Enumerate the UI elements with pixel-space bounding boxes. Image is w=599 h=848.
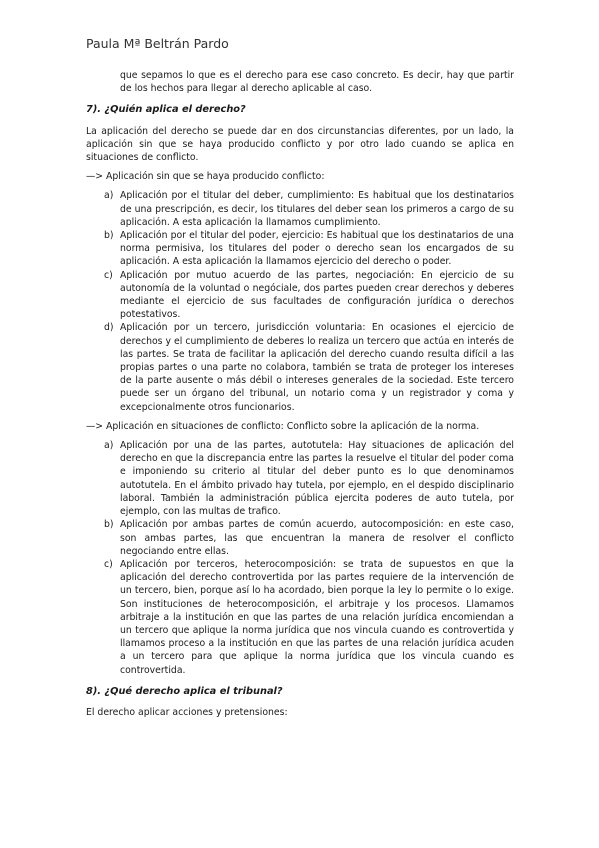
list-item-text: Aplicación por terceros, heterocomposición: se trata de supuestos en que la aplicación del derecho controvertida por las partes requiere de la intervención de un tercero, bien, porque así lo ha acordado, bien porque la ley lo permite o lo exige. Son instituciones de heterocomposición, el arbitraje y los procesos. Llamamos arbitraje a la institución en que las partes de una relación jurídica encomiendan a un tercero que aplique la norma jurídica que nos vincula cuando es controvertida y llamamos proceso a la institución en que las partes de una relación jurídica acuden a un tercero para que aplique la norma jurídica que los vincula cuando es controvertida.	[120, 558, 514, 676]
section-8-heading: 8). ¿Qué derecho aplica el tribunal?	[86, 685, 283, 697]
section-7-heading: 7). ¿Quién aplica el derecho?	[86, 104, 246, 116]
group-1-label: —> Aplicación sin que se haya producido conflicto:	[86, 171, 325, 183]
list-marker: c)	[104, 558, 113, 570]
list-marker: b)	[104, 230, 114, 242]
list-item-text: Aplicación por una de las partes, autotutela: Hay situaciones de aplicación del derecho en que la discrepancia entre las partes la resuelve el titular del poder coma e imponiendo su criterio al titular del deber punto es lo que denominamos autotutela. En el ámbito privado hay tutela, por ejemplo, en el despido disciplinario laboral. También la administración pública ejercita poderes de auto tutela, por ejemplo, con las multas de trafico.	[120, 440, 514, 518]
list-item	[86, 269, 514, 322]
group-2-list	[86, 439, 514, 677]
page-content	[86, 69, 514, 719]
group-2-label: —> Aplicación en situaciones de conflicto: Conflicto sobre la aplicación de la norma.	[86, 420, 480, 432]
list-marker: a)	[104, 190, 114, 202]
continuation-paragraph: que sepamos lo que es el derecho para ese caso concreto. Es decir, hay que partir de los hechos para llegar al derecho aplicable al caso.	[120, 70, 514, 95]
section-7-intro: La aplicación del derecho se puede dar en dos circunstancias diferentes, por un lado, la aplicación sin que se haya producido conflicto y por otro lado cuando se aplica en situaciones de conflicto.	[86, 125, 514, 164]
page-header-author: Paula Mª Beltrán Pardo	[86, 36, 229, 51]
list-item	[86, 558, 514, 677]
list-item	[86, 229, 514, 269]
list-item	[86, 189, 514, 229]
list-marker: b)	[104, 519, 114, 531]
group-1-list	[86, 189, 514, 413]
list-item-text: Aplicación por el titular del deber, cumplimiento: Es habitual que los destinatarios de una prescripción, es decir, los titulares del deber sean los primeros a cargo de su aplicación. A esta aplicación la llamamos cumplimiento.	[120, 190, 514, 228]
list-item	[86, 321, 514, 413]
list-marker: d)	[104, 322, 114, 334]
list-item-text: Aplicación por mutuo acuerdo de las partes, negociación: En ejercicio de su autonomía de la voluntad o negóciale, dos partes pueden crear derechos y deberes mediante el ejercicio de sus facultades de configuración jurídica o derechos potestativos.	[120, 269, 514, 321]
list-item	[86, 518, 514, 558]
section-8-intro: El derecho aplicar acciones y pretensiones:	[86, 706, 288, 718]
list-item-text: Aplicación por un tercero, jurisdicción voluntaria: En ocasiones el ejercicio de derechos y el cumplimiento de deberes lo realiza un tercero que actúa en interés de las partes. Se trata de facilitar la aplicación del derecho cuando resulta difícil a las propias partes o una parte no colabora, también se trata de proteger los intereses de la parte ausente o más débil o intereses generales de la sociedad. Este tercero puede ser un órgano del tribunal, un notario coma y un registrador y coma y excepcionalmente otros funcionarios.	[120, 322, 514, 413]
list-item-text: Aplicación por ambas partes de común acuerdo, autocomposición: en este caso, son ambas partes, las que encuentran la manera de resolver el conflicto negociando entre ellas.	[120, 519, 514, 557]
list-item	[86, 439, 514, 518]
list-marker: c)	[104, 269, 113, 281]
list-item-text: Aplicación por el titular del poder, ejercicio: Es habitual que los destinatarios de una norma permisiva, los titulares del poder o derecho sean los encargados de su aplicación. A esta aplicación la llamamos ejercicio del derecho o poder.	[120, 230, 514, 268]
list-marker: a)	[104, 440, 114, 452]
